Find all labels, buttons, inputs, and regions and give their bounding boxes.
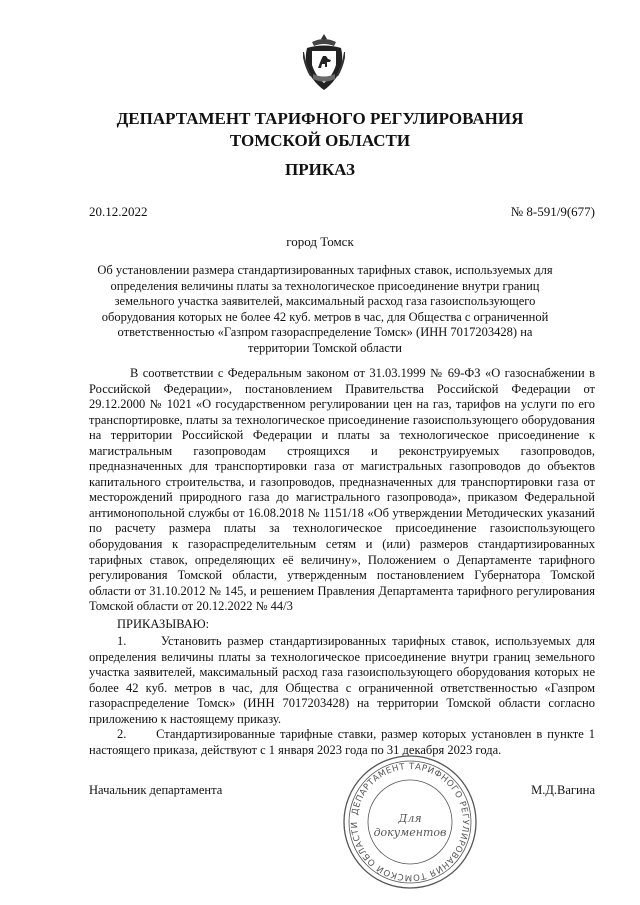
order-number: № 8-591/9(677) xyxy=(510,204,595,219)
preamble-text: В соответствии с Федеральным законом от 31.03.1999 № 69-ФЗ «О газоснабжении в Российской Федерации», постановлением Правительства Российской Федерации от 29.12.2000 № 1021 «О государственном регулировании цен на газ, тарифов на услуги по его транспортировке, платы за технологическое присоединение газоиспользующего оборудования на территории Российской Федерации и платы за технологическое присоединение к магистральным газопроводам строящихся и реконструируемых газопроводов, предназначенных для транспортировки газа от магистральных газопроводов до объектов капитального строительства, и газопроводов, предназначенных для транспортировки газа от месторождений природного газа до магистрального газопровода», приказом Федеральной антимонопольной службы от 16.08.2018 № 1151/18 «Об утверждении Методических указаний по расчету размера платы за технологическое присоединение газоиспользующего оборудования к газораспределительным сетям и (или) размеров стандартизированных тарифных ставок, определяющих её величину», Положением о Департаменте тарифного регулирования Томской области, утвержденным постановлением Губернатора Томской области от 31.10.2012 № 145, и решением Правления Департамента тарифного регулирования Томской области от 20.12.2022 № 44/3 xyxy=(89,366,595,614)
order-item-1: 1. Установить размер стандартизированных тарифных ставок, используемых для определения величины платы за технологическое присоединение внутри границ земельного участка заявителей, максимальный расход газа газоиспользующего оборудования которых не более 42 куб. метров в час, для Общества с ограниченной ответственностью «Газпром газораспределение Томск» (ИНН 7017203428) на территории Томской области согласно приложению к настоящему приказу. xyxy=(89,634,595,726)
department-name-line1: ДЕПАРТАМЕНТ ТАРИФНОГО РЕГУЛИРОВАНИЯ xyxy=(116,109,524,128)
stamp-center-line2: документов xyxy=(373,826,447,839)
document-type-title: ПРИКАЗ xyxy=(285,160,355,179)
city-name: город Томск xyxy=(286,234,354,249)
signer-name: М.Д.Вагина xyxy=(531,783,595,797)
order-date: 20.12.2022 xyxy=(89,204,148,219)
preamble-block xyxy=(89,366,595,615)
stamp-ring-text: ДЕПАРТАМЕНТ ТАРИФНОГО РЕГУЛИРОВАНИЯ ТОМСКОЙ ОБЛАСТИ xyxy=(349,761,471,883)
order-item-2: 2. Стандартизированные тарифные ставки, размер которых установлен в пункте 1 настоящего приказа, действуют с 1 января 2023 года по 31 декабря 2023 года. xyxy=(89,727,595,757)
department-name-line2: ТОМСКОЙ ОБЛАСТИ xyxy=(229,131,411,150)
signer-position: Начальник департамента xyxy=(89,783,223,797)
stamp-center-line1: Для xyxy=(398,812,422,825)
order-word: ПРИКАЗЫВАЮ: xyxy=(117,617,210,631)
томская-область-coat-of-arms-icon xyxy=(303,32,345,92)
official-stamp xyxy=(340,752,480,892)
order-subject: Об установлении размера стандартизированных тарифных ставок, используемых для определения величины платы за технологическое присоединение внутри границ земельного участка заявителей, максимальный расход газа газоиспользующего оборудования которых не более 42 куб. метров в час, для Общества с ограниченной ответственностью «Газпром газораспределение Томск» (ИНН 7017203428) на территории Томской области xyxy=(97,263,553,355)
order-items xyxy=(89,634,595,758)
